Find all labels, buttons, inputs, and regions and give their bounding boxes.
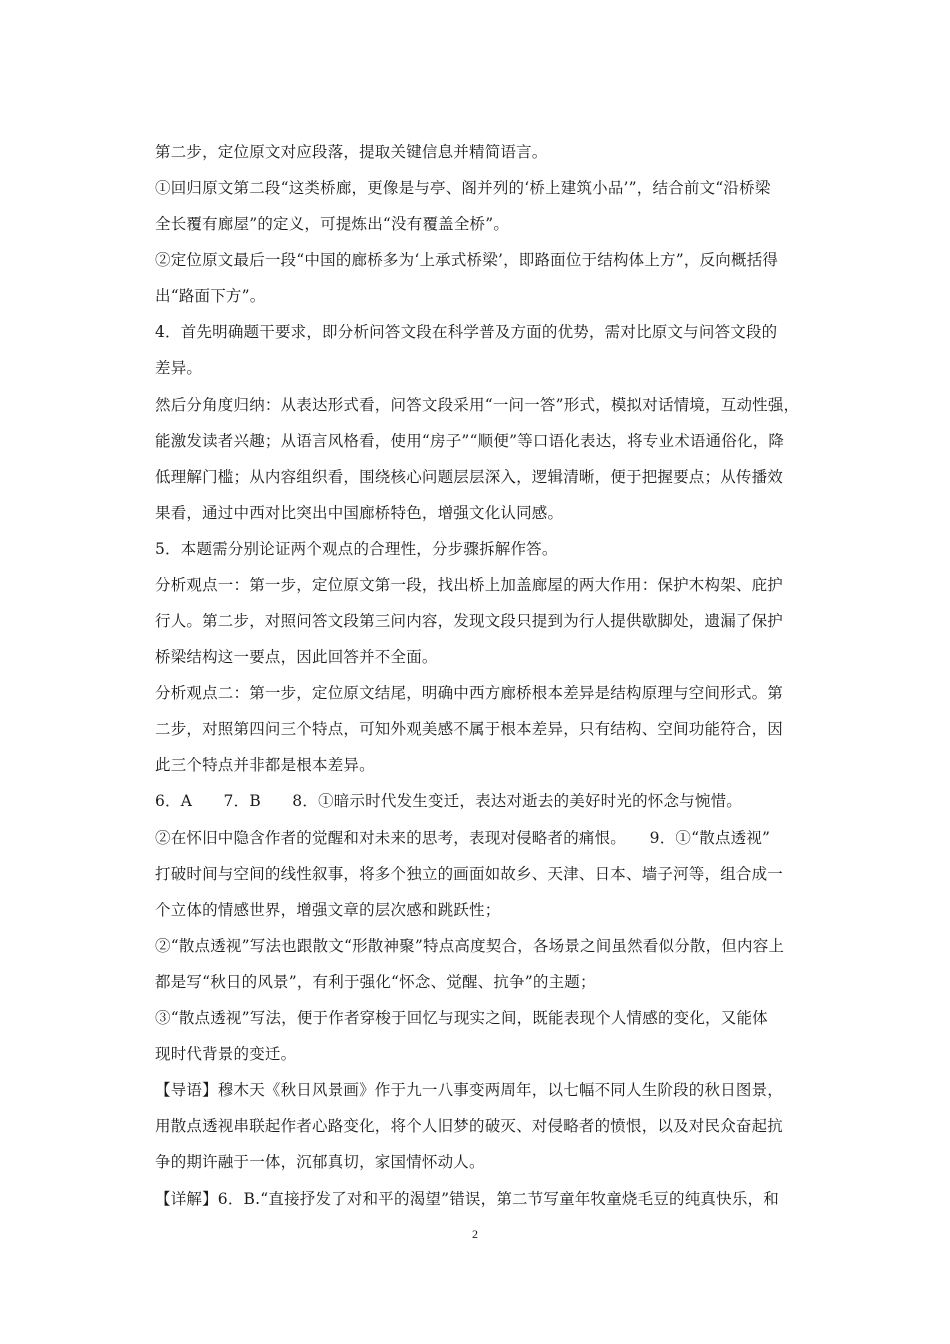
text-line: 此三个特点并非都是根本差异。 bbox=[155, 756, 375, 774]
text-line: 用散点透视串联起作者心路变化，将个人旧梦的破灭、对侵略者的愤恨，以及对民众奋起抗 bbox=[155, 1117, 784, 1135]
text-line: 4．首先明确题干要求，即分析问答文段在科学普及方面的优势，需对比原文与问答文段的 bbox=[155, 323, 778, 341]
text-line: ③“散点透视”写法，便于作者穿梭于回忆与现实之间，既能表现个人情感的变化，又能体 bbox=[155, 1009, 768, 1027]
text-line: 果看，通过中西对比突出中国廊桥特色，增强文化认同感。 bbox=[155, 504, 564, 522]
text-line: 能激发读者兴趣；从语言风格看，使用“房子”“顺便”等口语化表达，将专业术语通俗化，降 bbox=[155, 432, 785, 450]
text-line: 个立体的情感世界，增强文章的层次感和跳跃性； bbox=[155, 901, 501, 919]
text-line: ②定位原文最后一段“中国的廊桥多为‘上承式桥梁’，即路面位于结构体上方”，反向概括得 bbox=[155, 251, 779, 269]
text-line: 二步，对照第四问三个特点，可知外观美感不属于根本差异，只有结构、空间功能符合，因 bbox=[155, 720, 784, 738]
text-line: 行人。第二步，对照问答文段第三问内容，发现文段只提到为行人提供歇脚处，遗漏了保护 bbox=[155, 612, 784, 630]
text-line: 第二步，定位原文对应段落，提取关键信息并精简语言。 bbox=[155, 143, 548, 161]
page-number: 2 bbox=[472, 1227, 478, 1241]
text-line: 全长覆有廊屋”的定义，可提炼出“没有覆盖全桥”。 bbox=[155, 215, 510, 233]
text-line: 出“路面下方”。 bbox=[155, 287, 266, 305]
text-line: 低理解门槛；从内容组织看，围绕核心问题层层深入，逻辑清晰，便于把握要点；从传播效 bbox=[155, 468, 784, 486]
text-line: 6．A 7．B 8．①暗示时代发生变迁，表达对逝去的美好时光的怀念与惋惜。 bbox=[155, 792, 742, 810]
text-line: 5．本题需分别论证两个观点的合理性，分步骤拆解作答。 bbox=[155, 540, 558, 558]
text-line: 争的期许融于一体，沉郁真切，家国情怀动人。 bbox=[155, 1153, 485, 1171]
text-line: ①回归原文第二段“这类桥廊，更像是与亭、阁并列的‘桥上建筑小品’”，结合前文“沿桥梁 bbox=[155, 179, 771, 197]
text-line: 【详解】6．B.“直接抒发了对和平的渴望”错误，第二节写童年牧童烧毛豆的纯真快乐，和 bbox=[155, 1190, 779, 1208]
text-line: 【导语】穆木天《秋日风景画》作于九一八事变两周年，以七幅不同人生阶段的秋日图景， bbox=[155, 1081, 784, 1099]
text-line: 桥梁结构这一要点，因此回答并不全面。 bbox=[155, 648, 438, 666]
text-line: 分析观点一：第一步，定位原文第一段，找出桥上加盖廊屋的两大作用：保护木构架、庇护 bbox=[155, 576, 784, 594]
text-line: 然后分角度归纳：从表达形式看，问答文段采用“一问一答”形式，模拟对话情境，互动性强， bbox=[155, 396, 800, 414]
text-line: 差异。 bbox=[155, 359, 203, 377]
text-line: ②在怀旧中隐含作者的觉醒和对未来的思考，表现对侵略者的痛恨。 9．①“散点透视” bbox=[155, 829, 771, 847]
text-line: ②“散点透视”写法也跟散文“形散神聚”特点高度契合，各场景之间虽然看似分散，但内容上 bbox=[155, 937, 785, 955]
text-line: 分析观点二：第一步，定位原文结尾，明确中西方廊桥根本差异是结构原理与空间形式。第 bbox=[155, 684, 784, 702]
text-line: 都是写“秋日的风景”，有利于强化“怀念、觉醒、抗争”的主题； bbox=[155, 973, 596, 991]
text-line: 现时代背景的变迁。 bbox=[155, 1045, 297, 1063]
text-line: 打破时间与空间的线性叙事，将多个独立的画面如故乡、天津、日本、墙子河等，组合成一 bbox=[155, 865, 784, 883]
